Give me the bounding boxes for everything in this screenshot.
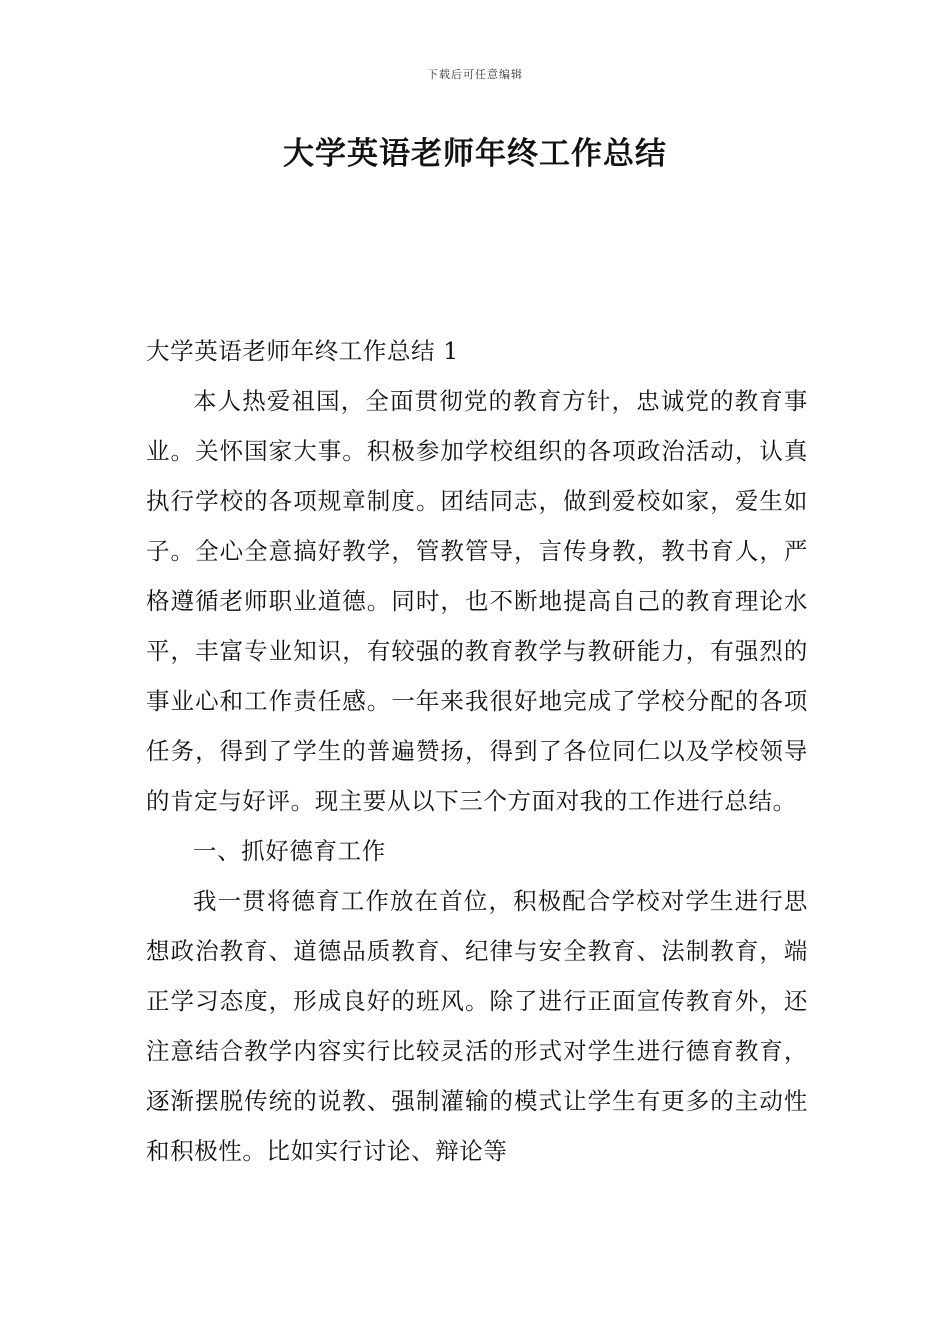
document-body [146, 326, 808, 1176]
header-note: 下载后可任意编辑 [427, 68, 523, 81]
paragraph-intro: 本人热爱祖国，全面贯彻党的教育方针，忠诚党的教育事业。关怀国家大事。积极参加学校组织的各项政治活动，认真执行学校的各项规章制度。团结同志，做到爱校如家，爱生如子。全心全意搞好教学，管教管导，言传身教，教书育人，严格遵循老师职业道德。同时，也不断地提高自己的教育理论水平，丰富专业知识，有较强的教育教学与教研能力，有强烈的事业心和工作责任感。一年来我很好地完成了学校分配的各项任务，得到了学生的普遍赞扬，得到了各位同仁以及学校领导的肯定与好评。现主要从以下三个方面对我的工作进行总结。 [146, 387, 808, 815]
section-heading: 大学英语老师年终工作总结 1 [146, 337, 459, 365]
document-title: 大学英语老师年终工作总结 [283, 136, 667, 172]
subheading-moral-education: 一、抓好德育工作 [193, 837, 386, 865]
paragraph-moral-education: 我一贯将德育工作放在首位，积极配合学校对学生进行思想政治教育、道德品质教育、纪律与安全教育、法制教育，端正学习态度，形成良好的班风。除了进行正面宣传教育外，还注意结合教学内容实行比较灵活的形式对学生进行德育教育，逐渐摆脱传统的说教、强制灌输的模式让学生有更多的主动性和积极性。比如实行讨论、辩论等 [146, 887, 808, 1165]
